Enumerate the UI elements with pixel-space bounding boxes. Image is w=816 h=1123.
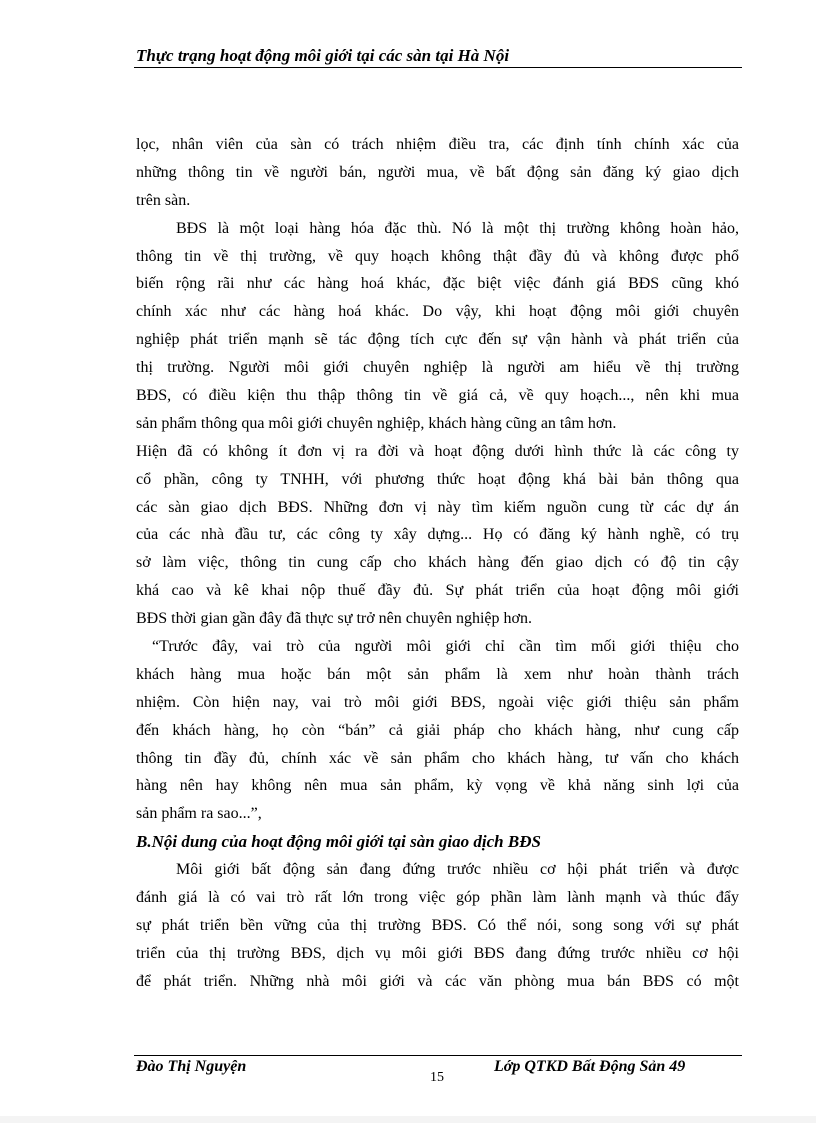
body-text-line: thị trường. Người môi giới chuyên nghiệp là người am hiểu về thị trường	[136, 359, 739, 377]
section-heading: B.Nội dung của hoạt động môi giới tại sàn giao dịch BĐS	[136, 832, 541, 852]
body-text-line: triển của thị trường BĐS, dịch vụ môi giới BĐS đang đứng trước nhiều cơ hội	[136, 944, 739, 962]
body-text-line: BĐS, có điều kiện thu thập thông tin về giá cả, về quy hoạch..., nên khi mua	[136, 387, 739, 405]
page-bottom-band	[0, 1116, 816, 1123]
body-text-line: biến rộng rãi như các hàng hoá khác, đặc biệt việc đánh giá BĐS cũng khó	[136, 275, 739, 293]
body-text-line: sản phẩm ra sao...”,	[136, 805, 262, 823]
body-text-line: BĐS thời gian gần đây đã thực sự trở nên chuyên nghiệp hơn.	[136, 610, 532, 628]
body-text-line: nhiệm. Còn hiện nay, vai trò môi giới BĐS, ngoài việc giới thiệu sản phẩm	[136, 693, 739, 711]
body-text-line: trên sàn.	[136, 191, 191, 209]
body-text-line: “Trước đây, vai trò của người môi giới chỉ cần tìm mối giới thiệu cho	[152, 638, 739, 656]
body-text-line: khách hàng mua hoặc bán một sản phẩm là xem như hoàn thành trách	[136, 665, 739, 683]
body-text-line: các sàn giao dịch BĐS. Những đơn vị này tìm kiếm nguồn cung từ các dự án	[136, 498, 739, 516]
body-text-line: những thông tin về người bán, người mua, về bất động sản đăng ký giao dịch	[136, 163, 739, 181]
body-text-line: của các nhà đầu tư, các công ty xây dựng... Họ có đăng ký hành nghề, có trụ	[136, 526, 739, 544]
body-text-line: lọc, nhân viên của sàn có trách nhiệm điều tra, các định tính chính xác của	[136, 136, 739, 153]
body-text-line: thông tin về thị trường, về quy hoạch không thật đầy đủ và không được phổ	[136, 247, 739, 265]
body-text-line: cổ phần, công ty TNHH, với phương thức hoạt động khá bài bản thông qua	[136, 470, 739, 488]
footer-author: Đào Thị Nguyện	[136, 1058, 247, 1075]
body-text-line: Hiện đã có không ít đơn vị ra đời và hoạt động dưới hình thức là các công ty	[136, 442, 739, 460]
body-text-line: khá cao và kê khai nộp thuế đầy đủ. Sự phát triển của hoạt động môi giới	[136, 582, 739, 600]
body-text-line: chính xác như các hàng hoá khác. Do vậy, khi hoạt động môi giới chuyên	[136, 303, 739, 321]
header-divider	[134, 67, 742, 68]
body-text-line: sự phát triển bền vững của thị trường BĐS. Có thể nói, song song với sự phát	[136, 916, 739, 934]
body-text-line: đến khách hàng, họ còn “bán” cả giải pháp cho khách hàng, như cung cấp	[136, 721, 739, 739]
body-text-line: Môi giới bất động sản đang đứng trước nhiều cơ hội phát triển và được	[176, 861, 739, 879]
body-text-line: nghiệp phát triển mạnh sẽ tác động tích cực đến sự vận hành và phát triển của	[136, 331, 739, 349]
body-text-line: thông tin đầy đủ, chính xác về sản phẩm cho khách hàng, tư vấn cho khách	[136, 749, 739, 767]
footer-class-name: Lớp QTKD Bất Động Sản 49	[494, 1058, 686, 1075]
body-text-line: để phát triển. Những nhà môi giới và các văn phòng mua bán BĐS có một	[136, 972, 739, 990]
body-text-line: sản phẩm thông qua môi giới chuyên nghiệp, khách hàng cũng an tâm hơn.	[136, 414, 617, 432]
body-text-line: BĐS là một loại hàng hóa đặc thù. Nó là một thị trường không hoàn hảo,	[176, 219, 739, 237]
footer-divider	[134, 1055, 742, 1056]
body-text-line: sở làm việc, thông tin cung cấp cho khách hàng đến giao dịch có độ tin cậy	[136, 554, 739, 572]
running-header-title: Thực trạng hoạt động môi giới tại các sàn tại Hà Nội	[136, 46, 510, 65]
body-text-line: đánh giá là có vai trò rất lớn trong việc góp phần làm lành mạnh và thúc đẩy	[136, 889, 739, 907]
document-body	[136, 131, 739, 996]
page-number: 15	[430, 1070, 444, 1085]
body-text-line: hàng nên hay không nên mua sản phẩm, kỳ vọng về khả năng sinh lợi của	[136, 777, 739, 795]
